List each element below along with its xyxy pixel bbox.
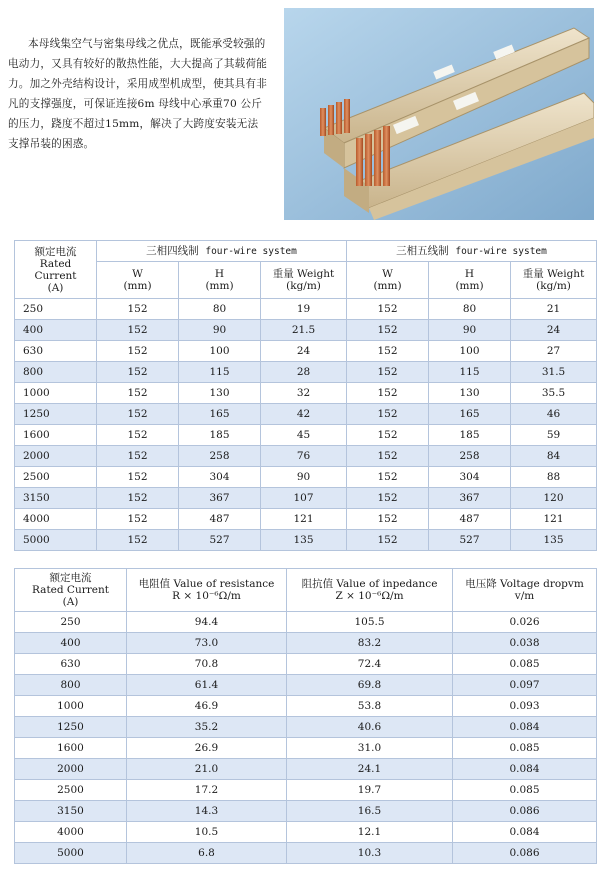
table-cell: 24.1 <box>287 759 453 780</box>
rated-current-cell: 2000 <box>15 446 97 467</box>
intro-line: 重70 公斤的压力，跷度不超过15mm，解 <box>8 98 263 130</box>
table-cell: 19 <box>261 299 347 320</box>
table-row <box>15 467 597 488</box>
table-cell: 115 <box>179 362 261 383</box>
rated-current-cell: 1250 <box>15 717 127 738</box>
table-cell: 121 <box>511 509 597 530</box>
table-cell: 69.8 <box>287 675 453 696</box>
table-cell: 367 <box>179 488 261 509</box>
table-cell: 40.6 <box>287 717 453 738</box>
rated-current-cell: 2500 <box>15 467 97 488</box>
table-cell: 0.093 <box>453 696 597 717</box>
rated-current-cell: 250 <box>15 612 127 633</box>
five-wire-group-header: 三相五线制 four-wire system <box>347 241 597 262</box>
table-cell: 165 <box>179 404 261 425</box>
intro-line: 能承受较强的电动力，又具有较好的散热 <box>8 38 266 70</box>
table-cell: 10.5 <box>127 822 287 843</box>
table-cell: 152 <box>347 299 429 320</box>
table-cell: 487 <box>179 509 261 530</box>
table-cell: 258 <box>429 446 511 467</box>
table-cell: 152 <box>97 425 179 446</box>
table2-body <box>15 612 597 864</box>
rated-current-cell: 1000 <box>15 383 97 404</box>
table-cell: 16.5 <box>287 801 453 822</box>
table-cell: 0.097 <box>453 675 597 696</box>
resistance-header: 电阻值 Value of resistance R × 10⁻⁶Ω/m <box>127 569 287 612</box>
col-weight-header: 重量 Weight (kg/m) <box>261 262 347 299</box>
table-cell: 152 <box>97 530 179 551</box>
table-cell: 0.086 <box>453 801 597 822</box>
table-cell: 70.8 <box>127 654 287 675</box>
rated-current-header: 额定电流 Rated Current (A) <box>15 569 127 612</box>
table-row <box>15 362 597 383</box>
table-cell: 0.085 <box>453 654 597 675</box>
rated-current-cell: 5000 <box>15 530 97 551</box>
table-cell: 31.0 <box>287 738 453 759</box>
table-cell: 130 <box>429 383 511 404</box>
rated-current-cell: 800 <box>15 675 127 696</box>
busbar-illustration <box>284 8 594 220</box>
table-cell: 90 <box>179 320 261 341</box>
table-cell: 0.085 <box>453 738 597 759</box>
table-row <box>15 696 597 717</box>
intro-line: 结构设计，采用成型机成型，使其具有非 <box>72 78 268 90</box>
table-cell: 21.0 <box>127 759 287 780</box>
table-cell: 152 <box>97 467 179 488</box>
rated-current-cell: 400 <box>15 320 97 341</box>
impedance-header: 阻抗值 Value of inpedance Z × 10⁻⁶Ω/m <box>287 569 453 612</box>
table-cell: 152 <box>347 320 429 341</box>
table-row <box>15 612 597 633</box>
rated-current-header: 额定电流 Rated Current (A) <box>15 241 97 299</box>
table-cell: 28 <box>261 362 347 383</box>
rated-current-cell: 400 <box>15 633 127 654</box>
intro-line: 性能，大大提高了其载荷能力。加之外壳 <box>8 58 268 90</box>
table-cell: 258 <box>179 446 261 467</box>
table-cell: 152 <box>97 509 179 530</box>
table-cell: 130 <box>179 383 261 404</box>
table-cell: 61.4 <box>127 675 287 696</box>
table-cell: 12.1 <box>287 822 453 843</box>
table-cell: 10.3 <box>287 843 453 864</box>
col-w-header: W (mm) <box>347 262 429 299</box>
table-cell: 90 <box>261 467 347 488</box>
rated-current-cell: 5000 <box>15 843 127 864</box>
table-row <box>15 675 597 696</box>
table-cell: 304 <box>429 467 511 488</box>
col-h-header: H (mm) <box>179 262 261 299</box>
table-cell: 46 <box>511 404 597 425</box>
rated-current-cell: 2500 <box>15 780 127 801</box>
rated-current-cell: 250 <box>15 299 97 320</box>
table-cell: 120 <box>511 488 597 509</box>
table-row <box>15 383 597 404</box>
table-cell: 80 <box>179 299 261 320</box>
intro-line: 本母线集空气与密集母线之优点，既 <box>28 38 201 50</box>
table-cell: 24 <box>511 320 597 341</box>
table-cell: 165 <box>429 404 511 425</box>
table-cell: 94.4 <box>127 612 287 633</box>
rated-current-cell: 630 <box>15 654 127 675</box>
table-cell: 0.026 <box>453 612 597 633</box>
table-row <box>15 759 597 780</box>
table-cell: 0.084 <box>453 822 597 843</box>
table-cell: 90 <box>429 320 511 341</box>
table-row <box>15 738 597 759</box>
rated-current-cell: 3150 <box>15 801 127 822</box>
table-cell: 31.5 <box>511 362 597 383</box>
table-cell: 6.8 <box>127 843 287 864</box>
table1-body <box>15 299 597 551</box>
table-cell: 152 <box>347 341 429 362</box>
table-cell: 45 <box>261 425 347 446</box>
table-cell: 0.086 <box>453 843 597 864</box>
table-cell: 152 <box>97 362 179 383</box>
col-weight-header: 重量 Weight (kg/m) <box>511 262 597 299</box>
table-cell: 152 <box>97 488 179 509</box>
col-w-header: W (mm) <box>97 262 179 299</box>
table-cell: 19.7 <box>287 780 453 801</box>
table-cell: 35.5 <box>511 383 597 404</box>
table-cell: 527 <box>429 530 511 551</box>
table-cell: 105.5 <box>287 612 453 633</box>
table-cell: 72.4 <box>287 654 453 675</box>
table-cell: 53.8 <box>287 696 453 717</box>
rated-current-cell: 2000 <box>15 759 127 780</box>
table-row <box>15 320 597 341</box>
table-cell: 152 <box>97 341 179 362</box>
table-cell: 152 <box>347 467 429 488</box>
table-cell: 27 <box>511 341 597 362</box>
table-cell: 135 <box>511 530 597 551</box>
table-cell: 152 <box>347 530 429 551</box>
table-cell: 0.084 <box>453 759 597 780</box>
table-row <box>15 509 597 530</box>
table-cell: 152 <box>347 383 429 404</box>
table-cell: 80 <box>429 299 511 320</box>
col-h-header: H (mm) <box>429 262 511 299</box>
table-cell: 100 <box>179 341 261 362</box>
table-row <box>15 341 597 362</box>
table-row <box>15 404 597 425</box>
table-cell: 21.5 <box>261 320 347 341</box>
rated-current-cell: 3150 <box>15 488 97 509</box>
table-row <box>15 822 597 843</box>
table-cell: 367 <box>429 488 511 509</box>
table-cell: 0.084 <box>453 717 597 738</box>
table-cell: 152 <box>347 446 429 467</box>
table-cell: 83.2 <box>287 633 453 654</box>
table-row <box>15 446 597 467</box>
dimensions-weight-table <box>14 240 597 551</box>
table-cell: 88 <box>511 467 597 488</box>
table-cell: 26.9 <box>127 738 287 759</box>
table-cell: 152 <box>97 299 179 320</box>
intro-paragraph <box>8 34 268 154</box>
table-cell: 76 <box>261 446 347 467</box>
table-cell: 0.038 <box>453 633 597 654</box>
table-cell: 24 <box>261 341 347 362</box>
rated-current-cell: 1000 <box>15 696 127 717</box>
table-cell: 73.0 <box>127 633 287 654</box>
table-cell: 527 <box>179 530 261 551</box>
four-wire-group-header: 三相四线制 four-wire system <box>97 241 347 262</box>
table-cell: 42 <box>261 404 347 425</box>
rated-current-cell: 1600 <box>15 738 127 759</box>
table-row <box>15 425 597 446</box>
table-row <box>15 633 597 654</box>
table-cell: 107 <box>261 488 347 509</box>
table-row <box>15 801 597 822</box>
rated-current-cell: 800 <box>15 362 97 383</box>
table-cell: 152 <box>97 383 179 404</box>
table-cell: 14.3 <box>127 801 287 822</box>
table-cell: 487 <box>429 509 511 530</box>
table-cell: 304 <box>179 467 261 488</box>
table-cell: 59 <box>511 425 597 446</box>
table-cell: 121 <box>261 509 347 530</box>
electrical-characteristics-table <box>14 568 597 864</box>
table-row <box>15 654 597 675</box>
table-cell: 32 <box>261 383 347 404</box>
table-cell: 152 <box>347 425 429 446</box>
table-cell: 152 <box>97 446 179 467</box>
table-row <box>15 717 597 738</box>
table-cell: 152 <box>347 509 429 530</box>
intro-line: 凡的支撑强度，可保证连接6m 母线中心承 <box>8 98 213 110</box>
table-cell: 84 <box>511 446 597 467</box>
rated-current-cell: 1250 <box>15 404 97 425</box>
table-cell: 100 <box>429 341 511 362</box>
rated-current-cell: 4000 <box>15 822 127 843</box>
table-cell: 17.2 <box>127 780 287 801</box>
table-row <box>15 488 597 509</box>
table-cell: 152 <box>97 404 179 425</box>
rated-current-cell: 1600 <box>15 425 97 446</box>
busbar-product-photo <box>284 8 594 220</box>
voltage-drop-header: 电压降 Voltage dropvm v/m <box>453 569 597 612</box>
table-cell: 135 <box>261 530 347 551</box>
table-cell: 35.2 <box>127 717 287 738</box>
table-cell: 185 <box>179 425 261 446</box>
table-cell: 21 <box>511 299 597 320</box>
table-cell: 152 <box>97 320 179 341</box>
table-cell: 152 <box>347 362 429 383</box>
table-row <box>15 530 597 551</box>
table-row <box>15 780 597 801</box>
intro-line: 决了大跨度安装无法支撑吊装的困惑。 <box>8 118 259 150</box>
table-row <box>15 843 597 864</box>
table-cell: 152 <box>347 488 429 509</box>
table-cell: 46.9 <box>127 696 287 717</box>
table-cell: 0.085 <box>453 780 597 801</box>
table-cell: 115 <box>429 362 511 383</box>
table-cell: 152 <box>347 404 429 425</box>
rated-current-cell: 630 <box>15 341 97 362</box>
rated-current-cell: 4000 <box>15 509 97 530</box>
table-row <box>15 299 597 320</box>
table-cell: 185 <box>429 425 511 446</box>
